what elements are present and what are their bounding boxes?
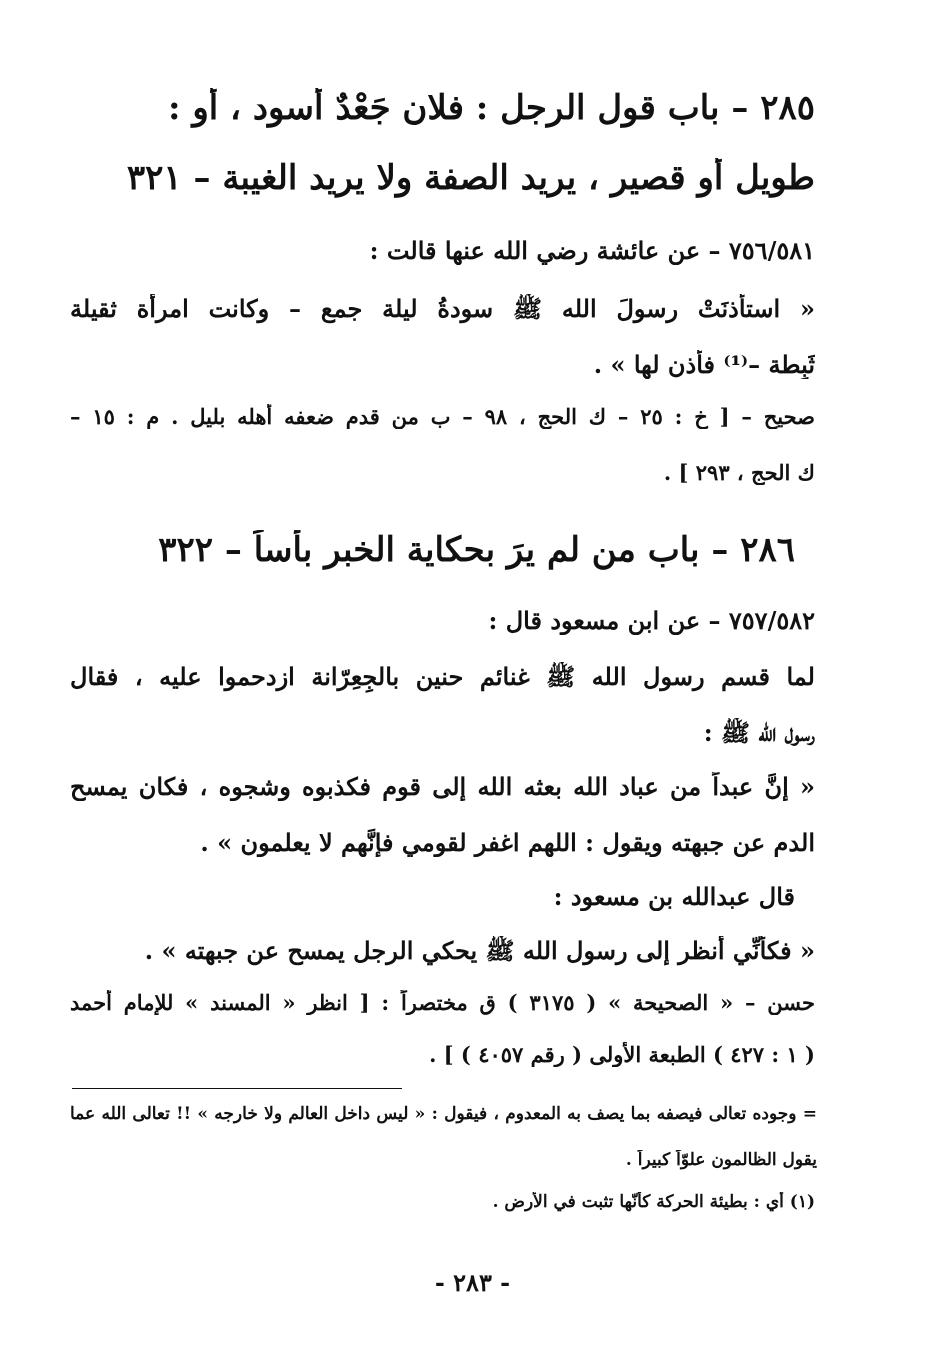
chapter-286-title: ٢٨٦ – باب من لم يرَ بحكاية الخبر بأساً – ٣٢٢ [158,530,795,570]
footnote-continuation-line2: يقول الظالمون علوّاً كبيراً . [625,1150,817,1170]
footnote-continuation-line1: = وجوده تعالى فيصفه بما يصف به المعدوم ، فيقول : « ليس داخل العالم ولا خارجه » !! تعالى الله عما [70,1104,817,1124]
hadith-581-text-line1: « استأذنَتْ رسولَ الله ﷺ سودةُ ليلة جمع – وكانت امرأة ثقيلة [70,294,815,323]
hadith-582-reference-line2: ( ١ : ٤٢٧ ) الطبعة الأولى ( رقم ٤٠٥٧ ) ] . [429,1042,815,1067]
hadith-582-text-line2: رسول الله ﷺ : [703,718,815,747]
chapter-285-title-line2: طويل أو قصير ، يريد الصفة ولا يريد الغيبة – ٣٢١ [126,158,815,198]
hadith-582-grade: حسن – [744,990,815,1015]
hadith-582-text-line5: قال عبدالله بن مسعود : [553,882,795,911]
footnote-separator [72,1088,402,1089]
hadith-582-reference-text: « الصحيحة » ( ٣١٧٥ ) ق مختصراً : [ انظر « المسند » للإمام أحمد [70,990,734,1015]
hadith-581-reference-text: [ خ : ٢٥ – ك الحج ، ٩٨ – ب من قدم ضعفه أهله بليل . م : ١٥ – [70,404,730,429]
page-number: - ٢٨٣ - [434,1268,511,1297]
hadith-582-reference-line1 [70,990,815,1015]
hadith-582-text-line6: « فكأنِّي أنظر إلى رسول الله ﷺ يحكي الرجل يمسح عن جبهته » . [144,936,815,965]
hadith-582-text-line3: « إنَّ عبداً من عباد الله بعثه الله إلى قوم فكذبوه وشجوه ، فكان يمسح [70,772,815,801]
hadith-582-intro: ٧٥٧/٥٨٢ – عن ابن مسعود قال : [488,606,815,635]
hadith-581-intro: ٧٥٦/٥٨١ – عن عائشة رضي الله عنها قالت : [369,236,815,265]
hadith-582-text-line1: لما قسم رسول الله ﷺ غنائم حنين بالجِعِرّانة ازدحموا عليه ، فقال [70,662,815,691]
footnote-1: (١) أي : بطيئة الحركة كأنّها تثبت في الأرض . [492,1192,815,1212]
hadith-581-grade: صحيح – [741,404,815,429]
hadith-581-text-line2: ثَبِطة –⁽¹⁾ فأذن لها » . [593,350,815,379]
hadith-581-reference-line2: ك الحج ، ٢٩٣ ] . [663,460,815,485]
hadith-581-reference-line1 [70,404,815,429]
chapter-285-title-line1: ٢٨٥ – باب قول الرجل : فلان جَعْدٌ أسود ، أو : [167,88,815,128]
hadith-582-text-line4: الدم عن جبهته ويقول : اللهم اغفر لقومي فإنَّهم لا يعلمون » . [200,828,815,857]
